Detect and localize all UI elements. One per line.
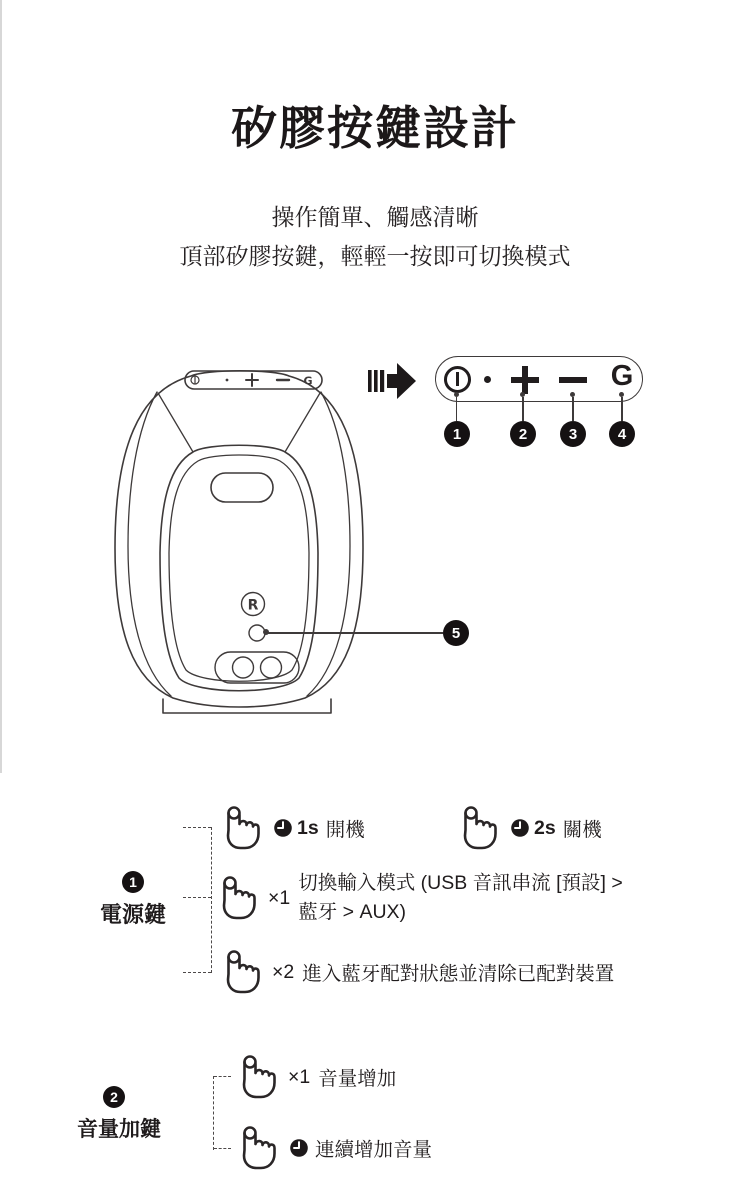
power-section-label: 電源鍵: [99, 902, 166, 927]
press-description: [298, 869, 622, 927]
power-row-hold-off: [458, 805, 602, 851]
plus-icon-bar: [522, 366, 528, 394]
volume-section-badge: 2: [103, 1086, 125, 1108]
tap-icon: [221, 949, 261, 995]
hold-duration: 2s: [534, 816, 556, 839]
volume-bracket-line: [213, 1076, 214, 1150]
front-panel-inner: [169, 455, 309, 681]
tick-line-1: [456, 397, 458, 421]
clock-icon: [274, 819, 292, 837]
power-row-hold-on: [221, 805, 365, 851]
subtitle-line2: 頂部矽膠按鍵，輕輕一按即可切換模式: [179, 243, 571, 269]
speaker-crease-right: [285, 393, 320, 452]
badge-4: 4: [609, 421, 635, 447]
base-plinth: [163, 699, 331, 713]
volume-row-hold: [237, 1125, 432, 1171]
tick-line-2: [522, 397, 524, 421]
handle-slot: [211, 473, 273, 502]
power-bracket-stub-3: [183, 972, 211, 973]
power-row-press-once: [217, 869, 623, 927]
speaker-crease-left: [158, 393, 193, 452]
press-description-line2: 藍牙 > AUX): [298, 901, 407, 923]
clock-icon: [511, 819, 529, 837]
clock-icon: [290, 1139, 308, 1157]
strip-g-label: G: [303, 374, 313, 388]
dot-separator-icon: [484, 376, 491, 383]
power-section-badge: 1: [122, 871, 144, 893]
tick-line-4: [621, 397, 623, 421]
tap-icon: [217, 875, 257, 921]
strip-dot-icon: [226, 379, 229, 382]
press-description: 音量增加: [318, 1068, 397, 1090]
g-mode-label: G: [610, 360, 634, 392]
badge-3: 3: [560, 421, 586, 447]
speaker-contour-right: [307, 392, 350, 696]
power-row-press-twice: [221, 949, 614, 995]
tick-line-3: [572, 397, 574, 421]
hold-description: 連續增加音量: [315, 1139, 433, 1161]
press-times: ×1: [268, 886, 291, 909]
badge-1: 1: [444, 421, 470, 447]
speaker-body-outline: [115, 371, 363, 707]
tap-icon: [237, 1054, 277, 1100]
power-bracket-line: [211, 827, 212, 973]
badge-5: 5: [443, 620, 469, 646]
subtitle-line1: 操作簡單、觸感清晰: [271, 204, 479, 230]
press-description: 進入藍牙配對狀態並清除已配對裝置: [302, 963, 615, 985]
tap-icon: [221, 805, 261, 851]
power-bracket-stub-1: [183, 827, 211, 828]
press-description-line1: 切換輸入模式 (USB 音訊串流 [預設] >: [298, 872, 623, 894]
hold-action: 開機: [325, 819, 365, 841]
ports-recess: [215, 652, 299, 683]
strip-plus-icon: [246, 374, 258, 386]
hold-action: 關機: [562, 819, 602, 841]
tap-icon: [237, 1125, 277, 1171]
volume-bracket-stub-2: [214, 1148, 231, 1149]
top-strip-symbols: [191, 374, 313, 388]
speaker-illustration: [105, 348, 375, 723]
port-right: [261, 657, 282, 678]
speaker-contour-left: [128, 392, 171, 696]
hold-duration: 1s: [297, 816, 319, 839]
minus-icon: [559, 377, 587, 383]
tap-icon: [458, 805, 498, 851]
volume-bracket-stub-1: [214, 1076, 231, 1077]
r-logo-letter: R: [247, 597, 259, 614]
port-left: [233, 657, 254, 678]
page-title: 矽膠按鍵設計: [231, 102, 519, 154]
power-bracket-stub-2: [183, 897, 211, 898]
volume-row-press-once: [237, 1054, 396, 1100]
zoom-arrow-icon: [366, 358, 420, 404]
power-icon-bar: [456, 372, 460, 386]
indicator-leader-line: [266, 632, 443, 634]
front-panel-outer: [160, 445, 318, 691]
press-times: ×1: [288, 1065, 311, 1088]
press-times: ×2: [272, 960, 295, 983]
badge-2: 2: [510, 421, 536, 447]
volume-section-label: 音量加鍵: [77, 1118, 161, 1141]
